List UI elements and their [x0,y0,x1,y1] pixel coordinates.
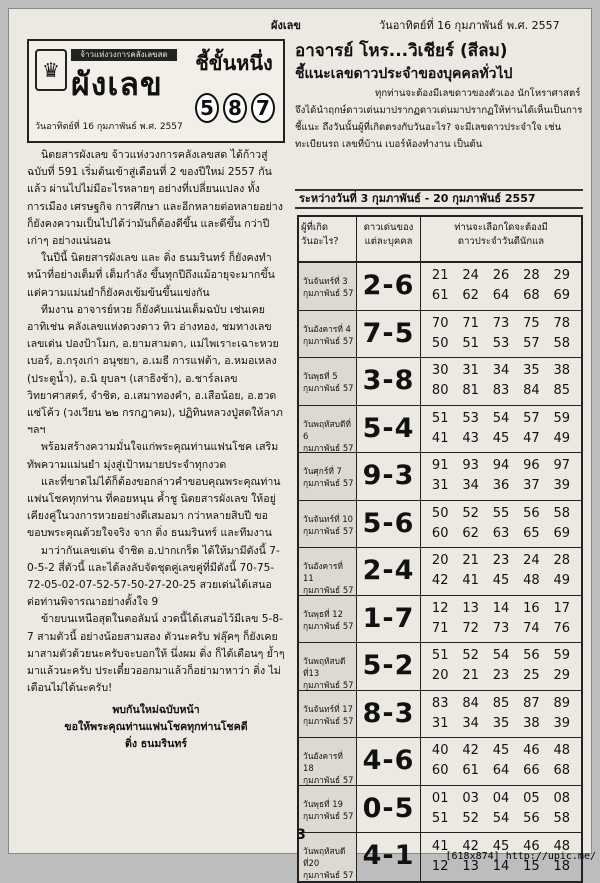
lucky-number-cell: 38 [553,363,571,379]
row-day: วันจันทร์ที่ 17 กุมภาพันธ์ 57 [299,691,357,738]
row-numbers [421,738,581,785]
lucky-number-cell: 73 [492,315,510,331]
lucky-number-cell: 45 [492,838,510,854]
lucky-number-cell: 04 [492,790,510,806]
lucky-number-cell: 23 [492,553,510,569]
lucky-number-cell: 40 [431,743,449,759]
row-numbers [421,501,581,548]
editorial-article [27,147,285,753]
lucky-number-cell: 50 [431,335,449,351]
lucky-number-cell: 53 [462,410,479,426]
lucky-number-cell: 35 [523,363,540,379]
lucky-number-cell: 34 [462,715,479,731]
lucky-number-cell: 83 [431,695,449,711]
lucky-number-cell: 29 [553,268,571,284]
table-row [299,738,581,786]
row-star-pair: 4-6 [357,738,421,785]
lucky-badge-label: ชี้ขั้นหนึ่ง [195,51,273,75]
lucky-number-cell: 47 [523,430,540,446]
lucky-number-cell: 03 [462,790,479,806]
astrologer-column-header [295,39,583,189]
logo-issue-date: วันอาทิตย์ที่ 16 กุมภาพันธ์ พ.ศ. 2557 [35,122,183,132]
lucky-number-cell: 01 [431,790,449,806]
row-day: วันพุธที่ 12 กุมภาพันธ์ 57 [299,596,357,643]
lucky-number-cell: 05 [523,790,540,806]
masthead-logo [27,39,285,143]
header-brand: ผังเลข [271,19,301,32]
lucky-number-cell: 85 [553,383,571,399]
lucky-number-cell: 80 [431,383,449,399]
lucky-number-cell: 20 [431,668,449,684]
lucky-number-cell: 45 [492,430,510,446]
row-day: วันพฤหัสบดีที่20 กุมภาพันธ์ 57 [299,833,357,881]
header-pair: ดาวเด่นของ แต่ละบุคคล [357,217,421,261]
lucky-number-cell: 13 [462,858,479,874]
lucky-number-cell: 21 [462,668,479,684]
lucky-number-cell: 59 [553,410,571,426]
lucky-number-cell: 49 [553,430,571,446]
lucky-number-cell: 76 [553,620,571,636]
lucky-number-cell: 30 [431,363,449,379]
lucky-number-cell: 49 [553,573,571,589]
page-number: 3 [296,827,306,843]
page-header [9,11,591,33]
lucky-number-cell: 21 [462,553,479,569]
lucky-number-cell: 69 [553,525,571,541]
date-range-banner: ระหว่างวันที่ 3 กุมภาพันธ์ - 20 กุมภาพันธ์ 2557 [295,189,583,209]
row-star-pair: 1-7 [357,596,421,643]
lucky-number-cell: 62 [462,525,479,541]
table-header [299,217,581,263]
lucky-number-cell: 57 [523,335,540,351]
row-day: วันอังคารที่ 18 กุมภาพันธ์ 57 [299,738,357,785]
lucky-number-cell: 41 [462,573,479,589]
row-numbers [421,453,581,500]
row-numbers [421,643,581,690]
lucky-number-cell: 57 [523,410,540,426]
lucky-number-cell: 91 [431,458,449,474]
lucky-number-cell: 31 [431,715,449,731]
lucky-number-cell: 48 [523,573,540,589]
table-row [299,596,581,644]
lucky-number-cell: 39 [553,478,571,494]
lucky-number-cell: 21 [431,268,449,284]
lucky-number-cell: 61 [431,288,449,304]
lucky-number-cell: 56 [523,648,540,664]
lucky-number-cell: 71 [431,620,449,636]
lucky-number-cell: 55 [492,505,510,521]
article-paragraph: ทีมงาน อาจารย์หวย ก็ยังคับแน่นเต็มฉบับ เช่นเคย อาทิเช่น คลังเลขแห่งดวงดาว ทิว อ่างทอง, ชมทางเลขเลขเด่น ปองป้าโมก, อ.ยามสามตา, แม่ไพเราะเฉาะหวยเบอร์, อ.กรุงเก่า อนุชยา, อ.เมธี การแฟต้า, อ.หมอเหลง (ประตูน้ำ), อ.นิ ยุบลฯ (เสาธิงช้า), อ.ชาร์ลเลขวิทยาศาสตร์, จำชิต, อ.เสมาทองคำ, อ.เสือน้อย, อ.ฮวด แซ่โค้ว (วงเวียน ๒๒ กรกฎาคม), ปฏิทินหลวงปู่สดให้ลาภ ฯลฯ [27,303,283,437]
row-star-pair: 7-5 [357,311,421,358]
lucky-number-cell: 45 [492,573,510,589]
lucky-number-cell: 20 [431,553,449,569]
lucky-number-table [297,215,583,883]
lucky-number-cell: 25 [523,668,540,684]
article-paragraph: พร้อมสร้างความมั่นใจแก่พระคุณท่านแฟนโชค เสริมทัพความแม่นยำ มุ่งสู่เป้าหมายประจำทุกงวด [27,441,279,471]
lucky-number-cell: 23 [492,668,510,684]
lucky-number-cell: 93 [462,458,479,474]
table-row [299,786,581,834]
lucky-number-cell: 74 [523,620,540,636]
article-paragraph: และที่ขาดไม่ได้ก็ต้องขอกล่าวคำขอบคุณพระคุณท่านแฟนโชคทุกท่าน ที่คอยหนุน ค้ำชู นิตยสารผังเลข ให้อยู่เคียงคู่ในวงการหวยอย่างดีเสมอมา กว่าหลายสิบปี ขอขอบพระคุณด้วยใจจริง จาก ติ่ง ธนมรินทร์ และทีมงาน [27,475,281,540]
article-paragraph: ในปีนี้ นิตยสารผังเลข และ ติ่ง ธนมรินทร์ ก็ยังคงทำหน้าที่อย่างเต็มที่ เต็มกำลัง ขึ้นทุกปีถึงแม้อายุจะมากขึ้น แต่ความแม่นยำก็ยังคงเข้มข้นขึ้นแข่งกัน [27,252,275,299]
astrologer-title: อาจารย์ โหร...วิเชียร์ (สีลม) [295,41,508,61]
lucky-number-cell: 53 [492,335,510,351]
row-day: วันพฤหัสบดีที่ 6 กุมภาพันธ์ 57 [299,406,357,453]
lucky-number-cell: 15 [523,858,540,874]
table-row [299,263,581,311]
row-day: วันพุธที่ 5 กุมภาพันธ์ 57 [299,358,357,405]
row-numbers [421,691,581,738]
lucky-number-cell: 73 [492,620,510,636]
lucky-number-cell: 70 [431,315,449,331]
article-paragraph: นิตยสารผังเลข จ้าวแห่งวงการคลังเลขสด ได้ก้าวสู่ฉบับที่ 591 เริ่มต้นเข้าสู่เดือนที่ 2 ของปีใหม่ 2557 กันแล้ว ผ่านไปไม่มีอะไรหลายๆ อย่างที่เปลี่ยนแปลง ทั้งการเมือง เศรษฐกิจ การศึกษา และอีกหลายต่อหลายอย่าง ก็ยังคงความเป็นไปได้ว่ามันก็ต้องดีขึ้น และดีขึ้น กว่าปีเก่าๆ อย่างแน่นอน [27,149,283,248]
table-row [299,501,581,549]
lucky-number-cell: 43 [462,430,479,446]
lucky-number-cell: 60 [431,525,449,541]
article-signoff: พบกันใหม่ฉบับหน้า ขอให้พระคุณท่านแฟนโชคทุกท่านโชคดี ติ่ง ธนมรินทร์ [64,703,248,750]
lucky-number-cell: 39 [553,715,571,731]
lucky-number-cell: 17 [553,600,571,616]
lucky-number-cell: 41 [431,838,449,854]
lucky-number-cell: 12 [431,858,449,874]
lucky-number-cell: 51 [431,648,449,664]
lucky-number-cell: 12 [431,600,449,616]
header-numbers: ท่านจะเลือกใดจะต้องมี ดาวประจำวันดีนักแล [454,222,548,247]
lucky-number-cell: 66 [523,763,540,779]
row-star-pair: 2-6 [357,263,421,310]
lucky-number-cell: 62 [462,288,479,304]
row-numbers [421,596,581,643]
lucky-number-cell: 51 [462,335,479,351]
lucky-number-cell: 51 [431,410,449,426]
lucky-number-cell: 60 [431,763,449,779]
lucky-number-cell: 34 [492,363,510,379]
lucky-number-cell: 13 [462,600,479,616]
table-row [299,311,581,359]
lucky-number-cell: 41 [431,430,449,446]
astrologer-intro: ทุกท่านจะต้องมีเลขดาวของตัวเอง นักโหราศาสตร์จึงได้นำฤกษ์ดาวเด่นมาปรากฏดาวเด่นมาปรากฏให้ท่านได้เห็นเป็นการชี้แนะ ถึงวันนั้นผู้ที่เกิดตรงกับวันอะไร? จะมีเลขดาวประจำใจ เช่น ทะเบียนรถ เลขที่บ้าน เบอร์ห้องทำงาน เป็นต้น [295,88,583,150]
lucky-number-cell: 34 [462,478,479,494]
lucky-number-cell: 68 [553,763,571,779]
lucky-number-cell: 56 [523,810,540,826]
lucky-number-cell: 48 [553,743,571,759]
row-star-pair: 9-3 [357,453,421,500]
article-paragraph: มาว่ากันเลขเด่น จำชิต อ.ปากเกร็ด ได้ให้มามีดังนี้ 7-0-5-2 สี่ตัวนี้ และได้ลงลับจัดชุดคู่เลขคู่ที่มีดังนี้ 70-75-72-05-02-07-52-57-50-27-20-25 สวยเด่นได้เสนอต่อท่านพิจารณาอย่างตั้งใจ 9 [27,544,280,609]
lucky-number-cell: 08 [553,790,571,806]
lucky-number-cell: 96 [523,458,540,474]
logo-name: ผังเลข [71,65,163,103]
row-star-pair: 4-1 [357,833,421,881]
lucky-number-cell: 42 [431,573,449,589]
lucky-number-cell: 46 [523,838,540,854]
lucky-digit: 7 [251,93,275,123]
lucky-number-cell: 58 [553,505,571,521]
lucky-number-cell: 72 [462,620,479,636]
row-day: วันอังคารที่ 11 กุมภาพันธ์ 57 [299,548,357,595]
table-row [299,643,581,691]
row-day: วันจันทร์ที่ 10 กุมภาพันธ์ 57 [299,501,357,548]
row-day: วันศุกร์ที่ 7 กุมภาพันธ์ 57 [299,453,357,500]
row-numbers [421,358,581,405]
lucky-number-cell: 42 [462,838,479,854]
lucky-number-cell: 97 [553,458,571,474]
lucky-number-cell: 26 [492,268,510,284]
row-star-pair: 0-5 [357,786,421,833]
lucky-number-cell: 68 [523,288,540,304]
lucky-number-cell: 84 [462,695,479,711]
lucky-number-cell: 69 [553,288,571,304]
lucky-number-cell: 54 [492,410,510,426]
row-star-pair: 3-8 [357,358,421,405]
logo-strip-text: จ้าวแห่งวงการคลังเลขสด [71,49,177,61]
lucky-number-cell: 75 [523,315,540,331]
row-star-pair: 8-3 [357,691,421,738]
lucky-digit: 8 [223,93,247,123]
lucky-number-cell: 84 [523,383,540,399]
row-day: วันอังคารที่ 4 กุมภาพันธ์ 57 [299,311,357,358]
lucky-number-cell: 18 [553,858,571,874]
row-day: วันพุธที่ 19 กุมภาพันธ์ 57 [299,786,357,833]
lucky-number-cell: 65 [523,525,540,541]
row-star-pair: 2-4 [357,548,421,595]
lucky-number-cell: 58 [553,335,571,351]
row-day: วันจันทร์ที่ 3 กุมภาพันธ์ 57 [299,263,357,310]
lucky-number-cell: 59 [553,648,571,664]
row-numbers [421,548,581,595]
lucky-number-cell: 54 [492,648,510,664]
lucky-number-cell: 24 [462,268,479,284]
image-source-caption: [618x874] http://upic.me/ [445,851,596,862]
astrologer-subtitle: ชี้แนะเลขดาวประจำของบุคคลทั่วไป [295,66,513,82]
lucky-number-cell: 28 [523,268,540,284]
lucky-number-badge [191,45,277,137]
lucky-digits [195,93,275,123]
lucky-number-cell: 45 [492,743,510,759]
lucky-number-cell: 85 [492,695,510,711]
table-row [299,691,581,739]
lucky-number-cell: 61 [462,763,479,779]
crown-icon: ♛ [35,49,67,91]
lucky-number-cell: 94 [492,458,510,474]
article-paragraph: ข้ายบนเหนือสุดในตอลัมน์ งวดนี้ได้เสนอไว้มีเลข 5-8-7 สามตัวนี้ อย่างน้อยสามสอง ตัวนะครับ ฟลุ๊คๆ ก็ยังเคยมาสามตัวด้วยนะครับจะบอกให้ นึ่งผม ติ่ง ก็ได้เตือนๆ ย้ำๆ มาแล้วนะครับ ประเดี๋ยวออกมาแล้วก็อย่ามาหาว่า ติ่ง ไม่เตือนไม่ได้นะครับ! [27,613,285,695]
lucky-number-cell: 89 [553,695,571,711]
lucky-number-cell: 24 [523,553,540,569]
lucky-number-cell: 37 [523,478,540,494]
lucky-number-cell: 29 [553,668,571,684]
lucky-number-cell: 46 [523,743,540,759]
row-star-pair: 5-2 [357,643,421,690]
row-numbers [421,786,581,833]
table-row [299,453,581,501]
lucky-number-cell: 52 [462,810,479,826]
lucky-number-cell: 14 [492,858,510,874]
lucky-number-cell: 56 [523,505,540,521]
lucky-number-cell: 35 [492,715,510,731]
lucky-number-cell: 36 [492,478,510,494]
lucky-number-cell: 54 [492,810,510,826]
lucky-number-cell: 51 [431,810,449,826]
lucky-number-cell: 48 [553,838,571,854]
lucky-digit: 5 [195,93,219,123]
header-date: วันอาทิตย์ที่ 16 กุมภาพันธ์ พ.ศ. 2557 [379,19,560,32]
lucky-number-cell: 71 [462,315,479,331]
lucky-number-cell: 63 [492,525,510,541]
lucky-number-cell: 58 [553,810,571,826]
lucky-number-cell: 64 [492,288,510,304]
lucky-number-cell: 78 [553,315,571,331]
lucky-number-cell: 28 [553,553,571,569]
lucky-number-cell: 16 [523,600,540,616]
lucky-number-cell: 14 [492,600,510,616]
row-numbers [421,406,581,453]
lucky-number-cell: 81 [462,383,479,399]
table-row [299,548,581,596]
lucky-number-cell: 42 [462,743,479,759]
lucky-number-cell: 64 [492,763,510,779]
table-body [299,263,581,881]
lucky-number-cell: 38 [523,715,540,731]
left-column [27,39,285,829]
row-star-pair: 5-4 [357,406,421,453]
lucky-number-cell: 52 [462,648,479,664]
lucky-number-cell: 52 [462,505,479,521]
row-numbers [421,263,581,310]
row-star-pair: 5-6 [357,501,421,548]
table-row [299,406,581,454]
lucky-number-cell: 31 [431,478,449,494]
table-row [299,358,581,406]
row-numbers [421,311,581,358]
lucky-number-cell: 31 [462,363,479,379]
row-day: วันพฤหัสบดีที่13 กุมภาพันธ์ 57 [299,643,357,690]
lucky-number-cell: 87 [523,695,540,711]
lucky-number-cell: 50 [431,505,449,521]
header-day: ผู้ที่เกิด วันอะไร? [299,217,357,261]
lucky-number-cell: 83 [492,383,510,399]
